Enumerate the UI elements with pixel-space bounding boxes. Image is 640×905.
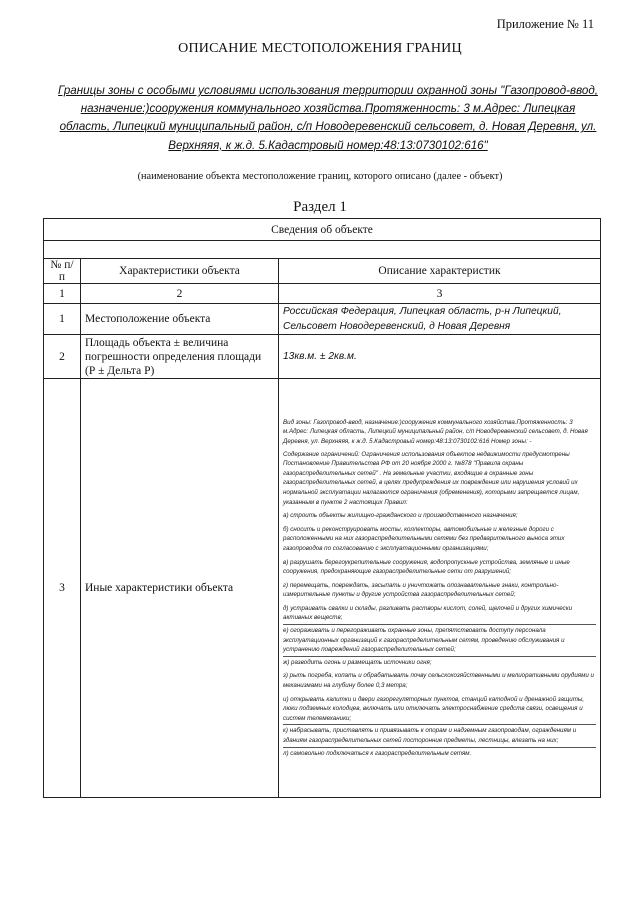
- table-spacer-row: [44, 241, 601, 259]
- column-numbers-row: [44, 284, 601, 304]
- detail-paragraph: а) строить объекты жилищно-гражданского и производственного назначения;: [283, 512, 518, 520]
- table-caption: Сведения об объекте: [44, 219, 601, 241]
- detail-paragraph: Вид зоны: Газопровод-ввод, назначение:)сооружения коммунального хозяйства.Протяженность: 3 м.Адрес: Липецкая область, Липецкий муниципальный район, с/п Новодеревенский сельсовет, д. Новая Деревня, ул. Верхняяя, к ж.д. 5.Кадастровый номер:48:13:0730102:616 Номер зоны: -: [283, 418, 588, 445]
- detail-paragraph: з) рыть погреба, копать и обрабатывать почву сельскохозяйственными и мелиоративными орудиями и механизмами на глубину более 0,3 метра;: [283, 672, 594, 690]
- detail-paragraph: е) огораживать и перегораживать охранные зоны, препятствовать доступу персонала эксплуатационных организаций к газораспределительным сетям, проведению обслуживания и устранению повреждений газораспределительных сетей;: [283, 626, 596, 657]
- detail-paragraph: в) разрушать берегоукрепительные сооружения, водопропускные устройства, земляные и иные сооружения, предохраняющие газораспределительные сети от разрушений;: [283, 558, 570, 576]
- section-title: Раздел 1: [293, 199, 347, 215]
- characteristic-name: Местоположение объекта: [81, 304, 279, 335]
- detail-paragraph: ж) разводить огонь и размещать источники огня;: [283, 658, 432, 666]
- column-header-characteristic: Характеристики объекта: [81, 259, 279, 284]
- row-number: 3: [44, 379, 81, 798]
- table-caption-row: [44, 219, 601, 241]
- row-number: 2: [44, 335, 81, 379]
- detail-paragraph: Содержание ограничений: Ограничения использования объектов недвижимости предусмотрены Постановление Правительства РФ от 20 ноября 2000 г. №878 "Правила охраны газораспределительных сетей" . На земельные участки, входящие в охранные зоны газораспределительных сетей, в целях предупреждения их повреждения или нарушения условий их нормальной эксплуатации налагаются ограничения (обременения), которыми запрещается лицам, указанным в пункте 2 настоящих Правил:: [283, 450, 580, 506]
- column-number: 1: [44, 284, 81, 304]
- document-title: ОПИСАНИЕ МЕСТОПОЛОЖЕНИЯ ГРАНИЦ: [178, 41, 462, 56]
- table-spacer: [44, 241, 601, 259]
- zone-description: Границы зоны с особыми условиями использования территории охранной зоны "Газопровод-ввод, назначение:)сооружения коммунального хозяйства.Протяженность: 3 м.Адрес: Липецкая область, Липецкий муниципальный район, с/п Новодеревенский сельсовет, д. Новая Деревня, ул. Верхняяя, к ж.д. 5.Кадастровый номер:48:13:0730102:616": [58, 84, 598, 152]
- characteristic-name: Иные характеристики объекта: [81, 379, 279, 798]
- column-header-num: № п/п: [44, 259, 81, 284]
- characteristic-value-details: [279, 379, 601, 798]
- row-number: 1: [44, 304, 81, 335]
- detail-paragraph: д) устраивать свалки и склады, разливать растворы кислот, солей, щелочей и других химически активных веществ;: [283, 604, 596, 625]
- detail-paragraph: к) набрасывать, приставлять и привязывать к опорам и надземным газопроводам, ограждениям и зданиям газораспределительных сетей посторонние предметы, лестницы, влезать на них;: [283, 726, 596, 747]
- object-info-table: [43, 218, 601, 798]
- table-row: [44, 379, 601, 798]
- characteristic-value: 13кв.м. ± 2кв.м.: [279, 335, 601, 379]
- detail-paragraph: г) перемещать, повреждать, засыпать и уничтожать опознавательные знаки, контрольно-измерительные пункты и другие устройства газораспределительных сетей;: [283, 581, 559, 599]
- zone-description-note: (наименование объекта местоположение границ, которого описано (далее - объект): [137, 171, 503, 182]
- detail-paragraph: и) открывать калитки и двери газорегуляторных пунктов, станций катодной и дренажной защиты, люки подземных колодцев, включать или отключать электроснабжение средств связи, освещения и систем телемеханики;: [283, 695, 596, 726]
- column-header-description: Описание характеристик: [279, 259, 601, 284]
- characteristic-value: Российская Федерация, Липецкая область, р-н Липецкий, Сельсовет Новодеревенский, д Новая Деревня: [279, 304, 601, 335]
- detail-paragraph: б) сносить и реконструировать мосты, коллекторы, автомобильные и железные дороги с расположенными на них газораспределительными сетями без предварительного выноса этих газопроводов по согласованию с эксплуатационными организациями;: [283, 525, 565, 552]
- column-number: 3: [279, 284, 601, 304]
- table-header-row: [44, 259, 601, 284]
- column-number: 2: [81, 284, 279, 304]
- table-row: [44, 335, 601, 379]
- characteristic-name: Площадь объекта ± величина погрешности определения площади (Р ± Дельта Р): [81, 335, 279, 379]
- detail-paragraph: л) самовольно подключаться к газораспределительным сетям.: [283, 749, 472, 757]
- appendix-label: Приложение № 11: [496, 17, 594, 31]
- table-row: [44, 304, 601, 335]
